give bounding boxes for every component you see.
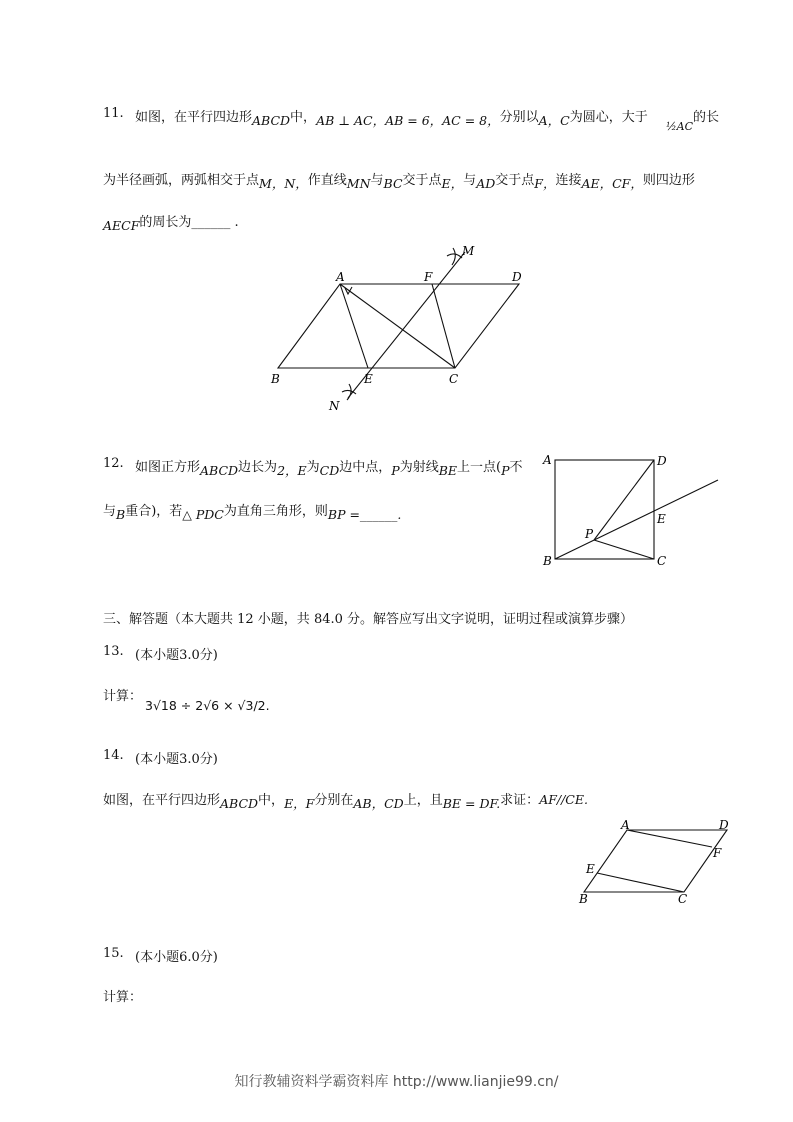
- label-p: P: [585, 527, 594, 541]
- q12-text: 边中点，: [339, 460, 392, 475]
- q12-math: CD: [319, 463, 340, 478]
- q12-number: 12.: [103, 456, 124, 471]
- q11-math: AB ⊥ AC，AB = 6，AC = 8，: [316, 113, 500, 128]
- q14-text: 分别在: [314, 793, 354, 808]
- q11-math: AE，CF，: [581, 176, 643, 191]
- label-c: C: [449, 372, 459, 386]
- segment-af: [627, 830, 712, 847]
- q13-expression: 3√18 ÷ 2√6 × √3/2.: [145, 698, 270, 713]
- q12-text: 不: [509, 460, 523, 475]
- q11-text: 中，: [290, 110, 317, 125]
- q11-text: 连接: [555, 173, 582, 188]
- label-f: F: [424, 270, 433, 284]
- q14-text: 中，: [258, 793, 285, 808]
- q12-text: 边长为: [238, 460, 278, 475]
- q11-text: 为圆心，大于: [569, 110, 648, 125]
- q14-math: AF//CE.: [539, 792, 588, 807]
- q14-math: BE = DF.: [442, 796, 501, 811]
- label-d: D: [719, 818, 729, 832]
- label-b: B: [271, 372, 280, 386]
- q14-text: 上，且: [403, 793, 443, 808]
- label-e: E: [364, 372, 373, 386]
- q12-text: 与: [103, 504, 117, 519]
- q12-math: B: [116, 507, 126, 522]
- q11-math: A，C: [538, 113, 570, 128]
- q15-score: (本小题6.0分): [135, 950, 218, 965]
- q14-score: (本小题3.0分): [135, 752, 218, 767]
- q11-math: MN: [346, 176, 371, 191]
- q11-text: 与: [370, 173, 384, 188]
- label-a: A: [336, 270, 345, 284]
- q14-text: 求证：: [500, 793, 540, 808]
- q11-math: F，: [534, 176, 556, 191]
- section-heading: 三、解答题（本大题共 12 小题，共 84.0 分。解答应写出文字说明，证明过程或演算步骤）: [103, 612, 634, 627]
- q12-text: 如图正方形: [135, 460, 201, 475]
- q14-math: ABCD: [220, 796, 259, 811]
- label-c: C: [678, 892, 688, 906]
- q11-text: 则四边形: [642, 173, 695, 188]
- q13-prompt: 计算：: [103, 689, 143, 704]
- q11-math: BC: [383, 176, 403, 191]
- q11-fraction: ½AC: [666, 120, 694, 133]
- q11-text: 如图，在平行四边形: [135, 110, 253, 125]
- label-b: B: [543, 554, 552, 568]
- q11-text: 与: [463, 173, 477, 188]
- q11-math: ABCD: [252, 113, 291, 128]
- q15-number: 15.: [103, 946, 124, 961]
- label-e: E: [657, 512, 666, 526]
- label-b: B: [579, 892, 588, 906]
- q12-math: BE: [438, 463, 458, 478]
- label-d: D: [657, 454, 667, 468]
- q11-math: AD: [476, 176, 496, 191]
- q13-number: 13.: [103, 644, 124, 659]
- q15-prompt: 计算：: [103, 990, 143, 1005]
- q11-text: 交于点: [402, 173, 442, 188]
- label-f: F: [713, 846, 722, 860]
- footer-watermark[interactable]: 知行教辅资料学霸资料库 http://www.lianjie99.cn/: [234, 1074, 559, 1090]
- q11-text: 作直线: [307, 173, 347, 188]
- q11-number: 11.: [103, 106, 124, 121]
- label-d: D: [512, 270, 522, 284]
- q12-math: P: [391, 463, 400, 478]
- q12-math: ABCD: [200, 463, 239, 478]
- label-m: M: [462, 244, 475, 258]
- parallelogram-abcd: [584, 830, 727, 892]
- q12-text: 为射线: [399, 460, 439, 475]
- q12-math: 2，E: [277, 463, 307, 478]
- q11-text-end: 的长: [693, 110, 720, 125]
- q12-blank: BP =______.: [327, 507, 402, 522]
- q14-math: E，F: [284, 796, 315, 811]
- q12-text: 重合)，若: [125, 504, 183, 519]
- q11-math: E，: [441, 176, 464, 191]
- q11-math: M，N，: [259, 176, 308, 191]
- q14-math: AB，CD: [353, 796, 404, 811]
- q11-text: 分别以: [499, 110, 539, 125]
- q11-math: AECF: [103, 218, 140, 233]
- q12-text: 上一点(: [457, 460, 502, 475]
- label-c: C: [657, 554, 667, 568]
- q12-text: 为: [306, 460, 320, 475]
- q12-text: 为直角三角形，则: [223, 504, 328, 519]
- q11-text: 为半径画弧，两弧相交于点: [103, 173, 260, 188]
- q12-math: P: [501, 463, 510, 478]
- segment-ec: [597, 873, 684, 892]
- label-e: E: [586, 862, 595, 876]
- label-a: A: [621, 818, 630, 832]
- q14-text: 如图，在平行四边形: [103, 793, 221, 808]
- q11-blank: 的周长为______ .: [139, 215, 239, 230]
- q11-text: 交于点: [495, 173, 535, 188]
- q14-number: 14.: [103, 748, 124, 763]
- label-n: N: [329, 399, 340, 413]
- q12-math: △ PDC: [182, 507, 224, 522]
- q13-score: (本小题3.0分): [135, 648, 218, 663]
- label-a: A: [543, 453, 552, 467]
